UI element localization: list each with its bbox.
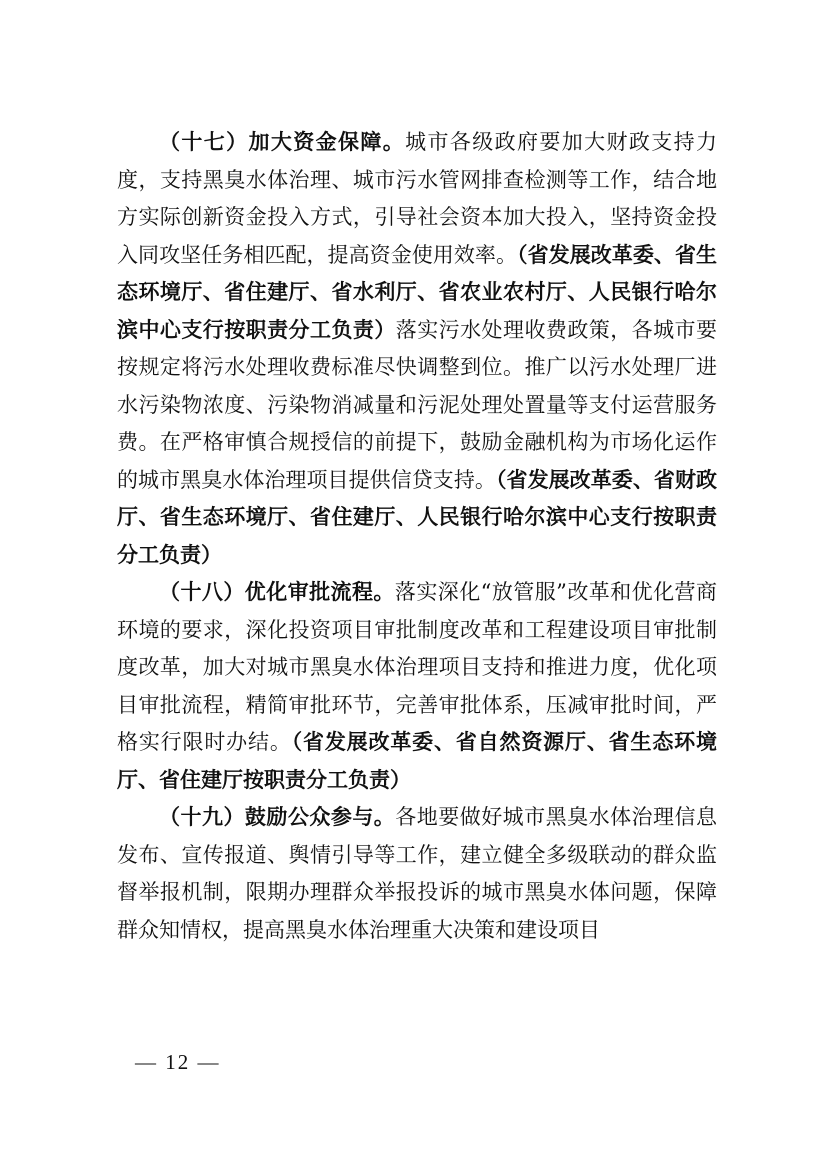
page-number: — 12 —	[135, 1050, 221, 1074]
responsibility-note: （省发展改革委、省自然资源厅、省生态环境厅、省住建厅按职责分工负责）	[117, 730, 718, 792]
section-heading: （十七）加大资金保障。	[159, 130, 406, 154]
paragraph-text: 落实深化“放管服”改革和优化营商环境的要求，深化投资项目审批制度改革和工程建设项目审批制度改革，加大对城市黑臭水体治理项目支持和推进力度，优化项目审批流程，精简审批环节，完善审批体系，压减审批时间，严格实行限时办结。	[117, 580, 717, 754]
paragraph-18	[117, 574, 717, 799]
paragraph-19	[117, 799, 717, 949]
section-heading: （十九）鼓励公众参与。	[159, 805, 396, 829]
responsibility-note: （省发展改革委、省财政厅、省生态环境厅、省住建厅、人民银行哈尔滨中心支行按职责分工负责）	[117, 467, 718, 567]
section-heading: （十八）优化审批流程。	[159, 580, 395, 604]
responsibility-note: （省发展改革委、省生态环境厅、省住建厅、省水利厅、省农业农村厅、人民银行哈尔滨中心支行按职责分工负责）	[117, 242, 718, 342]
document-body	[117, 124, 717, 949]
paragraph-text: 落实污水处理收费政策，各城市要按规定将污水处理收费标准尽快调整到位。推广以污水处理厂进水污染物浓度、污染物消减量和污泥处理处置量等支付运营服务费。在严格审慎合规授信的前提下，鼓励金融机构为市场化运作的城市黑臭水体治理项目提供信贷支持。	[117, 317, 718, 492]
paragraph-text: 城市各级政府要加大财政支持力度，支持黑臭水体治理、城市污水管网排查检测等工作，结合地方实际创新资金投入方式，引导社会资本加大投入，坚持资金投入同攻坚任务相匹配，提高资金使用效率。	[117, 130, 717, 267]
paragraph-text: 各地要做好城市黑臭水体治理信息发布、宣传报道、舆情引导等工作，建立健全多级联动的群众监督举报机制，限期办理群众举报投诉的城市黑臭水体问题，保障群众知情权，提高黑臭水体治理重大决策和建设项目	[117, 805, 717, 942]
paragraph-17	[117, 124, 717, 574]
